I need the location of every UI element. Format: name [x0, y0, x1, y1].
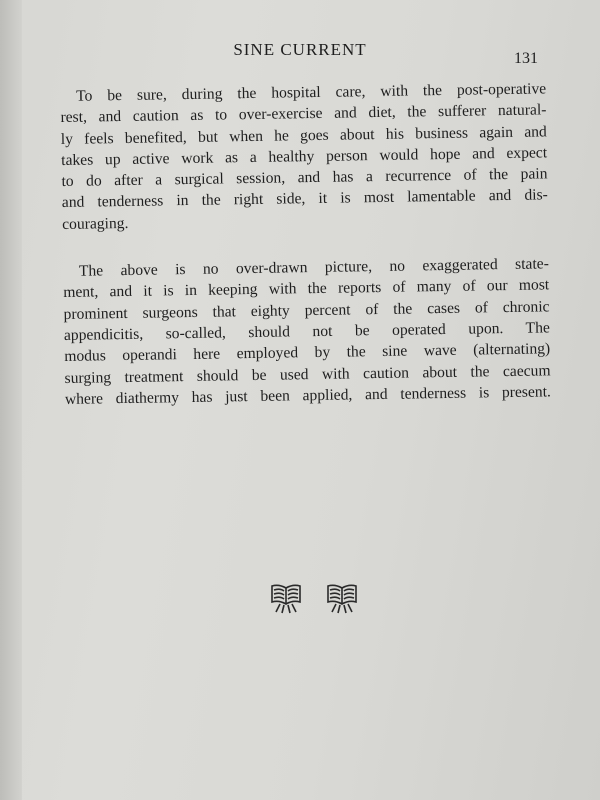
text-line: surging treatment should be used with caution about the caecum: [64, 361, 551, 387]
running-title: SINE CURRENT: [233, 40, 367, 59]
text-line: ly feels benefited, but when he goes about his business again and: [60, 122, 547, 148]
open-book-icon: [268, 580, 304, 620]
text-line: appendicitis, so-called, should not be operated upon. The: [63, 319, 550, 344]
text-line: The above is no over-drawn picture, no exaggerated state-: [78, 255, 549, 280]
open-book-icon: [324, 580, 360, 620]
open-book-icon-graphic: [324, 580, 360, 616]
text-line: rest, and caution as to over-exercise and diet, the sufferer natural-: [60, 101, 547, 127]
text-line: where diathermy has just been applied, and tenderness is present.: [64, 383, 551, 408]
text-line: prominent surgeons that eighty percent of the cases of chronic: [63, 298, 550, 323]
paragraph-2: [63, 253, 551, 410]
page-number: 131: [514, 50, 538, 67]
paragraph-1: [60, 78, 548, 235]
end-ornament: [266, 580, 362, 620]
text-line: ment, and it is in keeping with the reports of many of our most: [63, 276, 550, 302]
text-line: to do after a surgical session, and has a recurrence of the pain: [61, 165, 548, 191]
text-line: To be sure, during the hospital care, with the post-operative: [76, 80, 547, 105]
text-line: takes up active work as a healthy person would hope and expect: [61, 144, 548, 169]
body-text: [60, 78, 551, 436]
text-line: and tenderness in the right side, it is most lamentable and dis-: [61, 186, 548, 212]
open-book-icon-graphic: [268, 580, 304, 616]
text-line: couraging.: [62, 214, 129, 233]
text-line: modus operandi here employed by the sine wave (alternating): [64, 340, 551, 366]
